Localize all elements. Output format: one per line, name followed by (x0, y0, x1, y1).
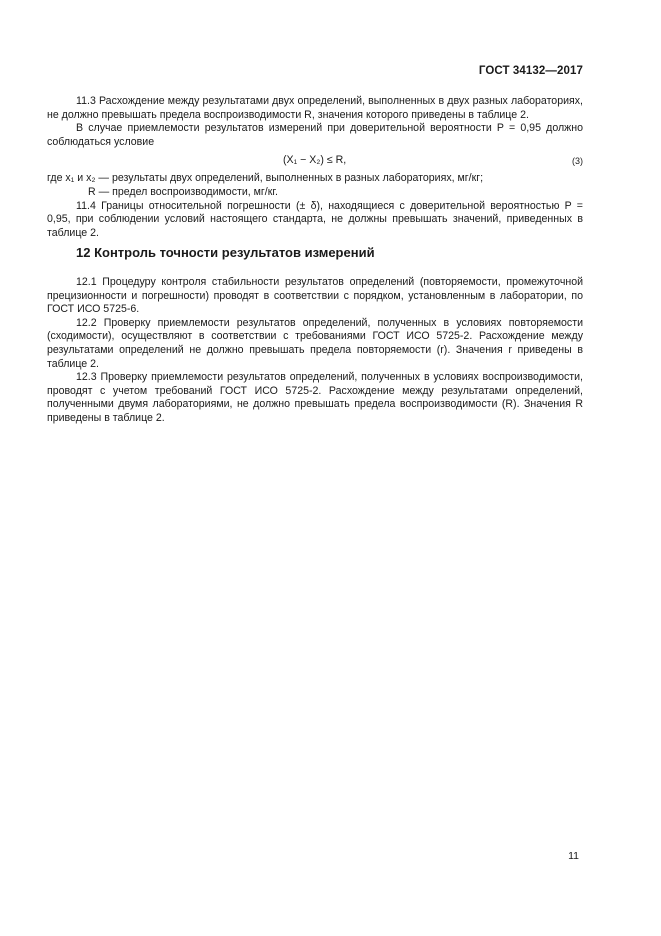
clause-11-block (47, 95, 583, 240)
paragraph-11-3-condition: В случае приемлемости результатов измерений при доверительной вероятности P = 0,95 должно соблюдаться условие (47, 122, 583, 148)
paragraph-11-3: 11.3 Расхождение между результатами двух определений, выполненных в двух разных лабораториях, не должно превышать предела воспроизводимости R, значения которого приведены в таблице 2. (47, 95, 583, 121)
paragraph-11-4: 11.4 Границы относительной погрешности (± δ), находящиеся с доверительной вероятностью P = 0,95, при соблюдении условий настоящего стандарта, не должны превышать значений, приведенных в таблице 2. (47, 199, 583, 239)
document-header-id: ГОСТ 34132—2017 (478, 65, 583, 77)
formula-row (47, 154, 583, 168)
paragraph-12-2: 12.2 Проверку приемлемости результатов определений, полученных в условиях повторяемости (сходимости), осуществляют в соответствии с требованиями ГОСТ ИСО 5725-2. Расхождение между результатами определений не должно превышать предела повторяемости (r). Значения r приведены в таблице 2. (47, 316, 583, 370)
page-number: 11 (568, 850, 579, 862)
section-12-title: 12 Контроль точности результатов измерений (76, 245, 375, 260)
paragraph-12-1: 12.1 Процедуру контроля стабильности результатов определений (повторяемости, промежуточной прецизионности и погрешности) проводят в соответствии с порядком, установленным в лаборатории, по ГОСТ ИСО 5725-6. (47, 276, 583, 316)
clause-12-block (47, 276, 583, 426)
formula-number: (3) (572, 156, 583, 167)
where-line-2: R — предел воспроизводимости, мг/кг. (88, 185, 278, 198)
where-line-1: где x₁ и x₂ — результаты двух определений, выполненных в разных лабораториях, мг/кг; (47, 172, 484, 185)
paragraph-12-3: 12.3 Проверку приемлемости результатов определений, полученных в условиях воспроизводимости, проводят с учетом требований ГОСТ ИСО 5725-2. Расхождение между результатами определений, полученными двумя лабораториями, не должно превышать предела воспроизводимости (R). Значения R приведены в таблице 2. (47, 371, 583, 424)
formula-3: (X₁ − X₂) ≤ R, (283, 154, 347, 167)
